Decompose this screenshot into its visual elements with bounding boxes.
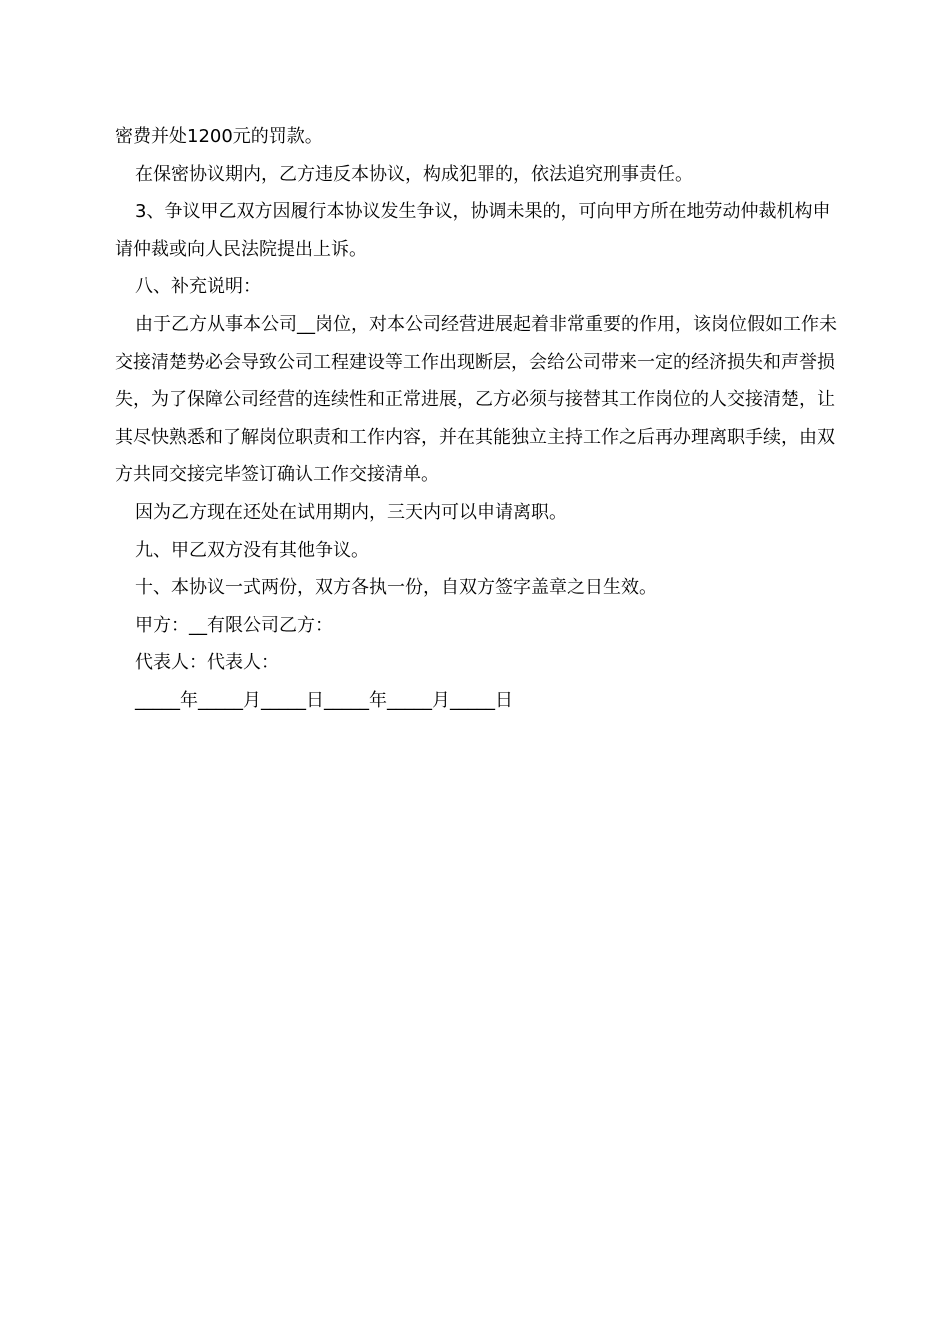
section-heading-supplementary: 八、补充说明： — [135, 276, 261, 298]
document-body — [115, 118, 837, 720]
section-copies-effective: 十、本协议一式两份，双方各执一份，自双方签字盖章之日生效。 — [135, 577, 657, 599]
signature-parties-line: 甲方：__有限公司乙方： — [135, 614, 333, 636]
section-no-other-disputes: 九、甲乙双方没有其他争议。 — [135, 539, 369, 561]
signature-representatives-line: 代表人：代表人： — [135, 652, 279, 674]
paragraph-probation-resignation: 因为乙方现在还处在试用期内，三天内可以申请离职。 — [135, 501, 567, 523]
paragraph-penalty-continuation: 密费并处1200元的罚款。 — [115, 126, 323, 147]
signature-date-line: _____年_____月_____日_____年_____月_____日 — [135, 689, 513, 711]
paragraph-handover-requirements: 由于乙方从事本公司__岗位，对本公司经营进展起着非常重要的作用，该岗位假如工作未交接清楚势必会导致公司工程建设等工作出现断层，会给公司带来一定的经济损失和声誉损失，为了保障公司经营的连续性和正常进展，乙方必须与接替其工作岗位的人交接清楚，让其尽快熟悉和了解岗位职责和工作内容，并在其能独立主持工作之后再办理离职手续，由双方共同交接完毕签订确认工作交接清单。 — [115, 313, 837, 486]
paragraph-dispute-resolution: 3、争议甲乙双方因履行本协议发生争议，协调未果的，可向甲方所在地劳动仲裁机构申请仲裁或向人民法院提出上诉。 — [115, 201, 831, 260]
paragraph-criminal-liability: 在保密协议期内，乙方违反本协议，构成犯罪的，依法追究刑事责任。 — [135, 163, 693, 185]
